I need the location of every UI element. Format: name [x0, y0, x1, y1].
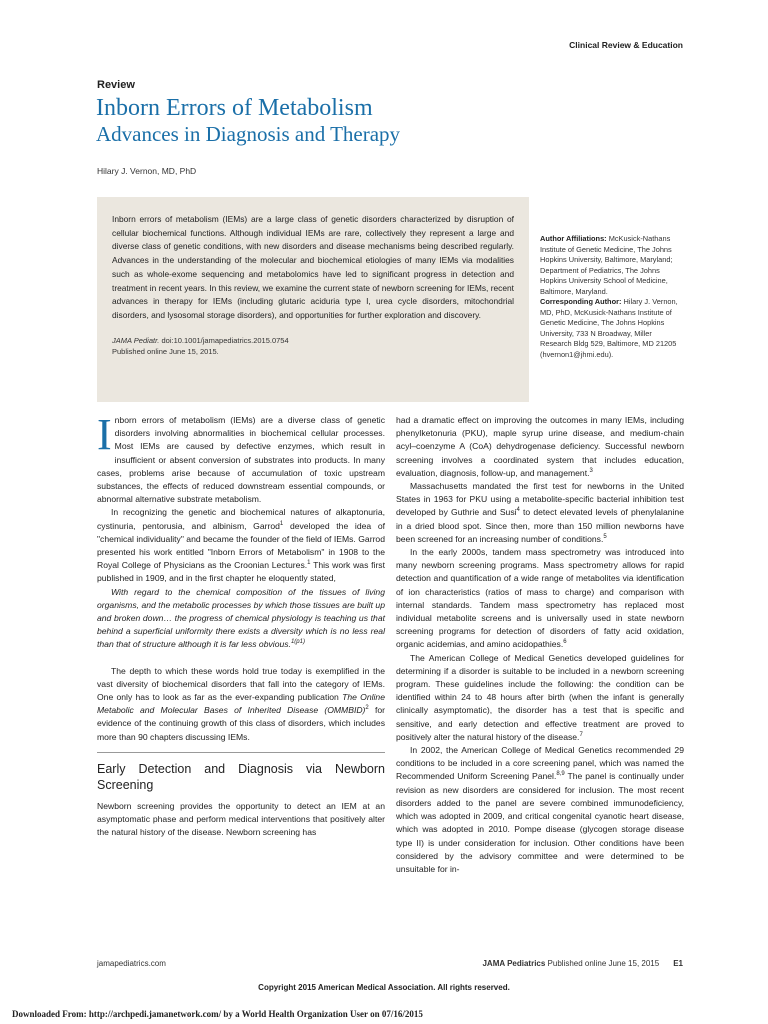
paragraph-text: had a dramatic effect on improving the outcomes in many IEMs, including phenylketonuria (PKU), maple syrup urine disease, and medium-chain acyl–coenzyme A (CoA) dehydrogenase deficiency. Successful newborn screening involves a coordinated system that includes education, evaluation, diagnosis, follow-up, and management. [396, 415, 684, 478]
reference-sup: 4 [516, 507, 520, 514]
italic-title: The Online Metabolic and Molecular Bases of Inherited Disease (OMMBID) [97, 692, 385, 716]
body-column-1 [97, 410, 386, 839]
paragraph-text: nborn errors of metabolism (IEMs) are a diverse class of genetic disorders involving abnormalities in biochemical cellular processes. Most IEMs are caused by defective enzymes, which result in insufficient or absent conversion of substrates into products. In many cases, problems arise because of accumulation of toxic upstream substances, the effects of reduced downstream essential compounds, or abnormal alternative substrate metabolism. [97, 415, 385, 505]
corresponding-text: Hilary J. Vernon, MD, PhD, McKusick-Nathans Institute of Genetic Medicine, The Johns Hopkins University, 733 N Broadway, Miller Research Bldg 529, Baltimore, MD 21205 (hvernon1@jhmi.edu). [540, 297, 678, 359]
published-date: Published online June 15, 2015. [112, 346, 219, 356]
article-subtitle: Advances in Diagnosis and Therapy [96, 122, 401, 146]
affiliations-text: McKusick-Nathans Institute of Genetic Medicine, The Johns Hopkins University, Baltimore, Maryland; Department of Pediatrics, The Johns Hopkins University School of Medicine, Baltimore, Maryland. [540, 234, 673, 296]
paragraph-text: In the early 2000s, tandem mass spectrometry was introduced into many newborn screening programs. Mass spectrometry allows for rapid detection and quantification of a wide range of metabolites via identification of ion characteristics (ratios of mass to charge) and comparison with internal standards. Tandem mass spectrometry has replaced most individual metabolite screens and is universally used in state newborn screening programs for detection of disorders of fatty acid oxidation, organic acidemias, and amino acidopathies. [396, 547, 684, 650]
paragraph-text: Newborn screening provides the opportunity to detect an IEM at an asymptomatic phase and perform medical interventions that positively alter the natural history of the disease. Newborn screening has [97, 800, 385, 838]
abstract-box [97, 197, 529, 402]
reference-sup: 1 [307, 560, 311, 567]
article-title: Inborn Errors of Metabolism [96, 95, 373, 121]
paragraph [396, 414, 684, 480]
paragraph-text: The panel is continually under revision as new disorders are considered for inclusion. The most recent disorders added to the panel are severe combined immunodeficiency, which was adopted in 2009, and critical congenital cyanotic heart disease, which was adopted in 2010. Pompe disease (glycogen storage disease type II) is under consideration for inclusion. Other conditions have been considered by the advisory committee and were determined to be unsuitable for in- [396, 771, 684, 874]
abstract-text: Inborn errors of metabolism (IEMs) are a large class of genetic disorders characterized by disruption of cellular biochemical functions. Although individual IEMs are rare, collectively they represent a large and diverse class of genetic conditions, with new disorders and disease mechanisms being described regularly. Advances in the understanding of the molecular and biochemical etiologies of many IEMs via modalities such as whole-exome sequencing and metabolomics have led to significant progress in detection and treatment in recent years. In this review, we examine the current state of newborn screening for IEMs, recent advances in therapy for IEMs (including glutaric aciduria type I, urea cycle disorders, mitochondrial disorders, and lysosomal storage disorders), and opportunities for further exploration and discovery. [112, 214, 514, 320]
paragraph-text: Massachusetts mandated the first test for newborns in the United States in 1963 for PKU using a metabolite-specific bacterial inhibition test developed by Guthrie and Susi [396, 481, 684, 518]
paragraph [396, 744, 684, 876]
paragraph-text: The depth to which these words hold true today is exemplified in the vast diversity of biochemical disorders that fall into the category of IEMs. One only has to look as far as the ever-expanding publication [97, 665, 385, 703]
copyright-notice: Copyright 2015 American Medical Association. All rights reserved. [258, 983, 510, 992]
download-notice: Downloaded From: http://archpedi.jamanetwork.com/ by a World Health Organization User on 07/16/2015 [12, 1009, 423, 1019]
body-column-2 [396, 414, 684, 876]
paragraph [396, 546, 684, 652]
author-byline: Hilary J. Vernon, MD, PhD [97, 166, 197, 176]
affiliations [540, 234, 680, 297]
paragraph [97, 800, 385, 840]
block-quote [97, 586, 385, 652]
paragraph [97, 506, 385, 585]
page-number: E1 [673, 959, 683, 968]
drop-cap: I [97, 410, 112, 459]
paragraph [97, 410, 385, 506]
corresponding-author [540, 297, 680, 360]
paragraph-text: for evidence of the continuing growth of this class of disorders, which includes more than 90 chapters discussing IEMs. [97, 705, 386, 742]
reference-sup: 8,9 [556, 771, 565, 778]
paragraph-text: developed the idea of "chemical individuality" and became the founder of the field of IEMs. Garrod presented his work entitled "Inborn Errors of Metabolism" in 1908 to the Royal College of Physicians as the Croonian Lectures. [97, 520, 386, 571]
article-type-label: Review [97, 79, 135, 91]
section-header: Clinical Review & Education [569, 40, 683, 50]
footer-journal: JAMA Pediatrics [482, 959, 546, 968]
reference-sup: 5 [603, 533, 607, 540]
citation-doi[interactable]: doi:10.1001/jamapediatrics.2015.0754 [159, 335, 289, 345]
citation-journal: JAMA Pediatr. [112, 335, 160, 345]
reference-sup: 1 [279, 520, 284, 527]
paragraph-text: This work was first published in 1909, and in the first chapter he eloquently stated, [97, 560, 385, 584]
reference-sup: 2 [365, 705, 369, 712]
citation [112, 335, 514, 357]
quote-text: With regard to the chemical composition of the tissues of living organisms, and the metabolic processes by which those tissues are built up and broken down… the progress of chemical physiology is teaching us that behind a superficial uniformity there exists a diversity which is no less real than that of structure although it is far less obvious. [97, 586, 385, 650]
reference-sup: 6 [563, 639, 567, 646]
paragraph-text: In 2002, the American College of Medical Genetics recommended 29 conditions to be included in a core screening panel, which was named the Recommended Uniform Screening Panel. [396, 745, 684, 782]
author-info-sidebar [540, 234, 680, 360]
footer-site-link[interactable]: jamapediatrics.com [97, 959, 166, 968]
reference-sup: 7 [579, 732, 583, 739]
reference-sup: 3 [589, 467, 593, 474]
paragraph [396, 480, 684, 546]
paragraph-text: In recognizing the genetic and biochemical natures of alkaptonuria, cystinuria, pentorusia, and albinism, Garrod [97, 507, 385, 531]
paragraph [97, 665, 385, 744]
paragraph-text: The American College of Medical Genetics developed guidelines for determining if a disorder is suitable to be included in a newborn screening program. These guidelines include the following: the condition can be identified within 24 to 48 hours after birth (when the infant is generally clinically asymptomatic), the disorder has a test that is specific and sensitive, and early detection and effective treatment are proved to positively alter the natural history of the disease. [396, 652, 684, 742]
affiliations-label: Author Affiliations: [540, 234, 607, 243]
paragraph [396, 652, 684, 744]
footer-published: Published online June 15, 2015 [545, 959, 660, 968]
footer-journal-info [482, 959, 683, 968]
corresponding-label: Corresponding Author: [540, 297, 622, 306]
reference-sup: 1(p1) [290, 639, 305, 646]
paragraph-text: to detect elevated levels of phenylalanine in a dried blood spot. Since then, more than 150 million newborns have been screened for an increasing number of conditions. [396, 507, 684, 544]
section-heading: Early Detection and Diagnosis via Newborn Screening [97, 752, 385, 793]
